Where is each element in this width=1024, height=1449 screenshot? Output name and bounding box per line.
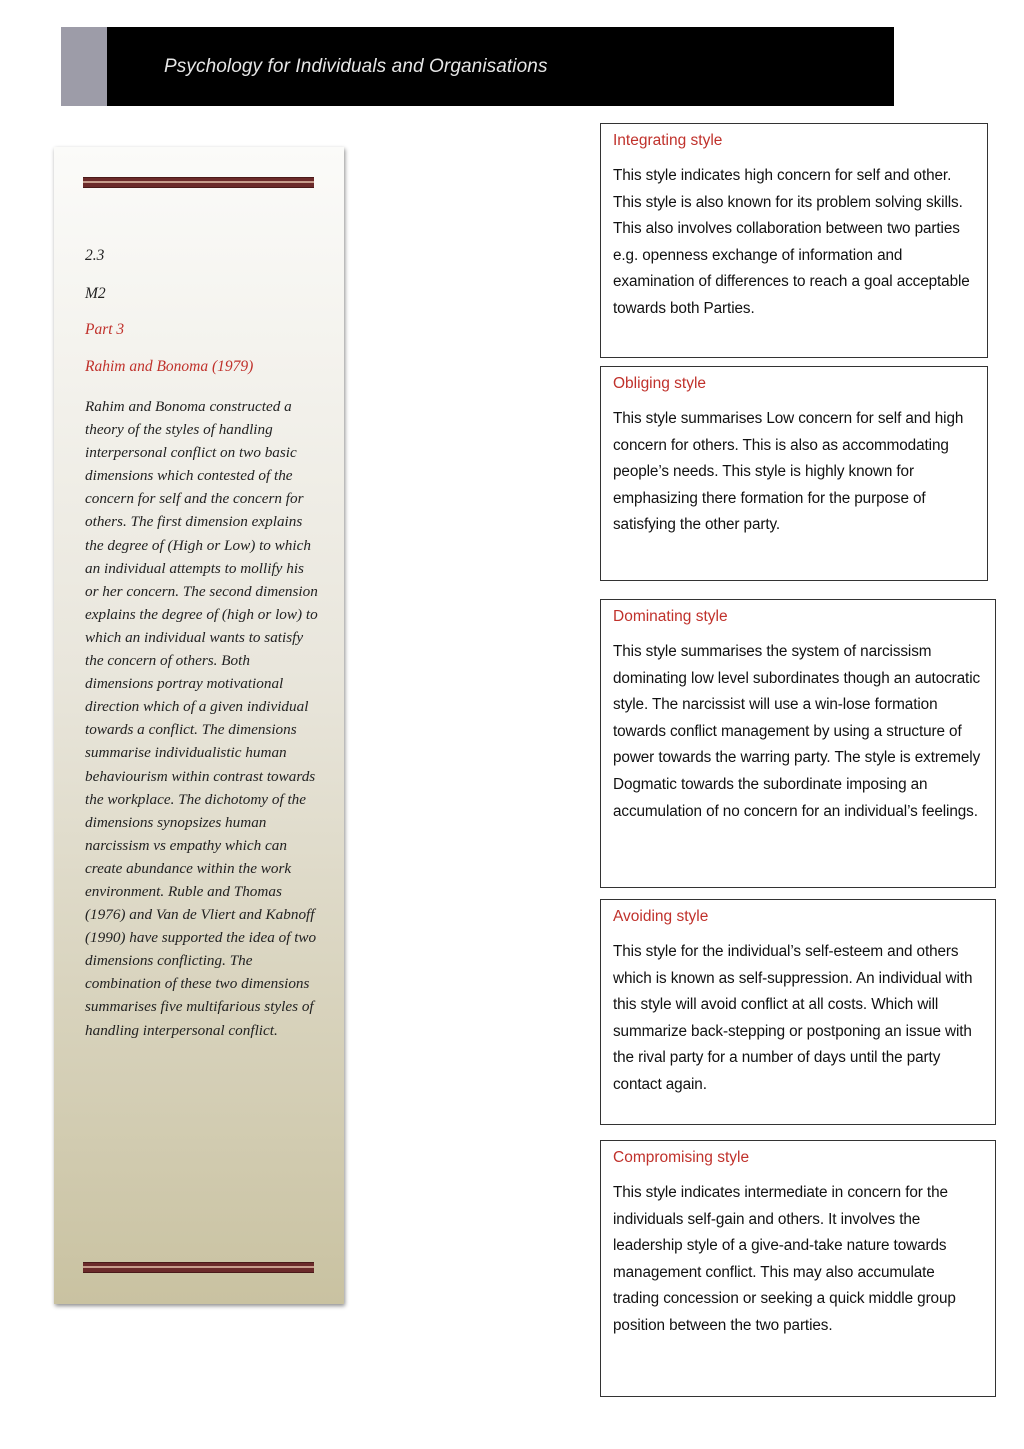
sidebar-top-rule bbox=[83, 177, 314, 188]
obliging-style-box bbox=[600, 366, 988, 581]
obliging-style-text: This style summarises Low concern for self and high concern for others. This is also as accommodating people’s needs. This style is highly known for emphasizing there formation for the purpose of satisfying the other party. bbox=[613, 410, 964, 534]
integrating-style-title: Integrating style bbox=[613, 132, 723, 149]
compromising-style-text: This style indicates intermediate in concern for the individuals self-gain and others. It involves the leadership style of a give-and-take nature towards management conflict. This may also accumulate trading concession or seeking a quick middle group position between the two parties. bbox=[613, 1184, 956, 1334]
compromising-style-box bbox=[600, 1140, 996, 1397]
sidebar-body-text: Rahim and Bonoma constructed a theory of the styles of handling interpersonal conflict on two basic dimensions which contested of the concern for self and the concern for others. The first dimension explains the degree of (High or Low) to which an individual attempts to mollify his or her concern. The second dimension explains the degree of (high or low) to which an individual wants to satisfy the concern of others. Both dimensions portray motivational direction which of a given individual towards a conflict. The dimensions summarise individualistic human behaviourism within contrast towards the workplace. The dichotomy of the dimensions synopsizes human narcissism vs empathy which can create abundance within the work environment. Ruble and Thomas (1976) and Van de Vliert and Kabnoff (1990) have supported the idea of two dimensions conflicting. The combination of these two dimensions summarises five multifarious styles of handling interpersonal conflict. bbox=[85, 398, 318, 1039]
integrating-style-box bbox=[600, 123, 988, 358]
compromising-style-title: Compromising style bbox=[613, 1149, 750, 1166]
sidebar-panel bbox=[54, 147, 344, 1304]
integrating-style-text: This style indicates high concern for self and other. This style is also known for its problem solving skills. This also involves collaboration between two parties e.g. openness exchange of information and examination of differences to reach a goal acceptable towards both Parties. bbox=[613, 167, 970, 317]
document-header bbox=[61, 27, 894, 106]
dominating-style-title: Dominating style bbox=[613, 608, 728, 625]
header-title: Psychology for Individuals and Organisations bbox=[164, 56, 548, 77]
dominating-style-box bbox=[600, 599, 996, 888]
dominating-style-text: This style summarises the system of narcissism dominating low level subordinates though an autocratic style. The narcissist will use a win-lose formation towards conflict management by using a structure of power towards the warring party. The style is extremely Dogmatic towards the subordinate imposing an accumulation of no concern for an individual’s feelings. bbox=[613, 643, 981, 820]
sidebar-bottom-rule bbox=[83, 1262, 314, 1273]
section-number: 2.3 bbox=[85, 247, 105, 264]
obliging-style-title: Obliging style bbox=[613, 375, 707, 392]
reference-label: Rahim and Bonoma (1979) bbox=[85, 358, 254, 375]
header-accent-bar bbox=[61, 27, 107, 106]
avoiding-style-title: Avoiding style bbox=[613, 908, 709, 925]
avoiding-style-text: This style for the individual’s self-esteem and others which is known as self-suppression. An individual with this style will avoid conflict at all costs. Which will summarize back-stepping or postponing an issue with the rival party for a number of days until the party contact again. bbox=[613, 943, 973, 1093]
avoiding-style-box bbox=[600, 899, 996, 1125]
criterion-label: M2 bbox=[85, 285, 106, 302]
part-label: Part 3 bbox=[85, 321, 125, 338]
